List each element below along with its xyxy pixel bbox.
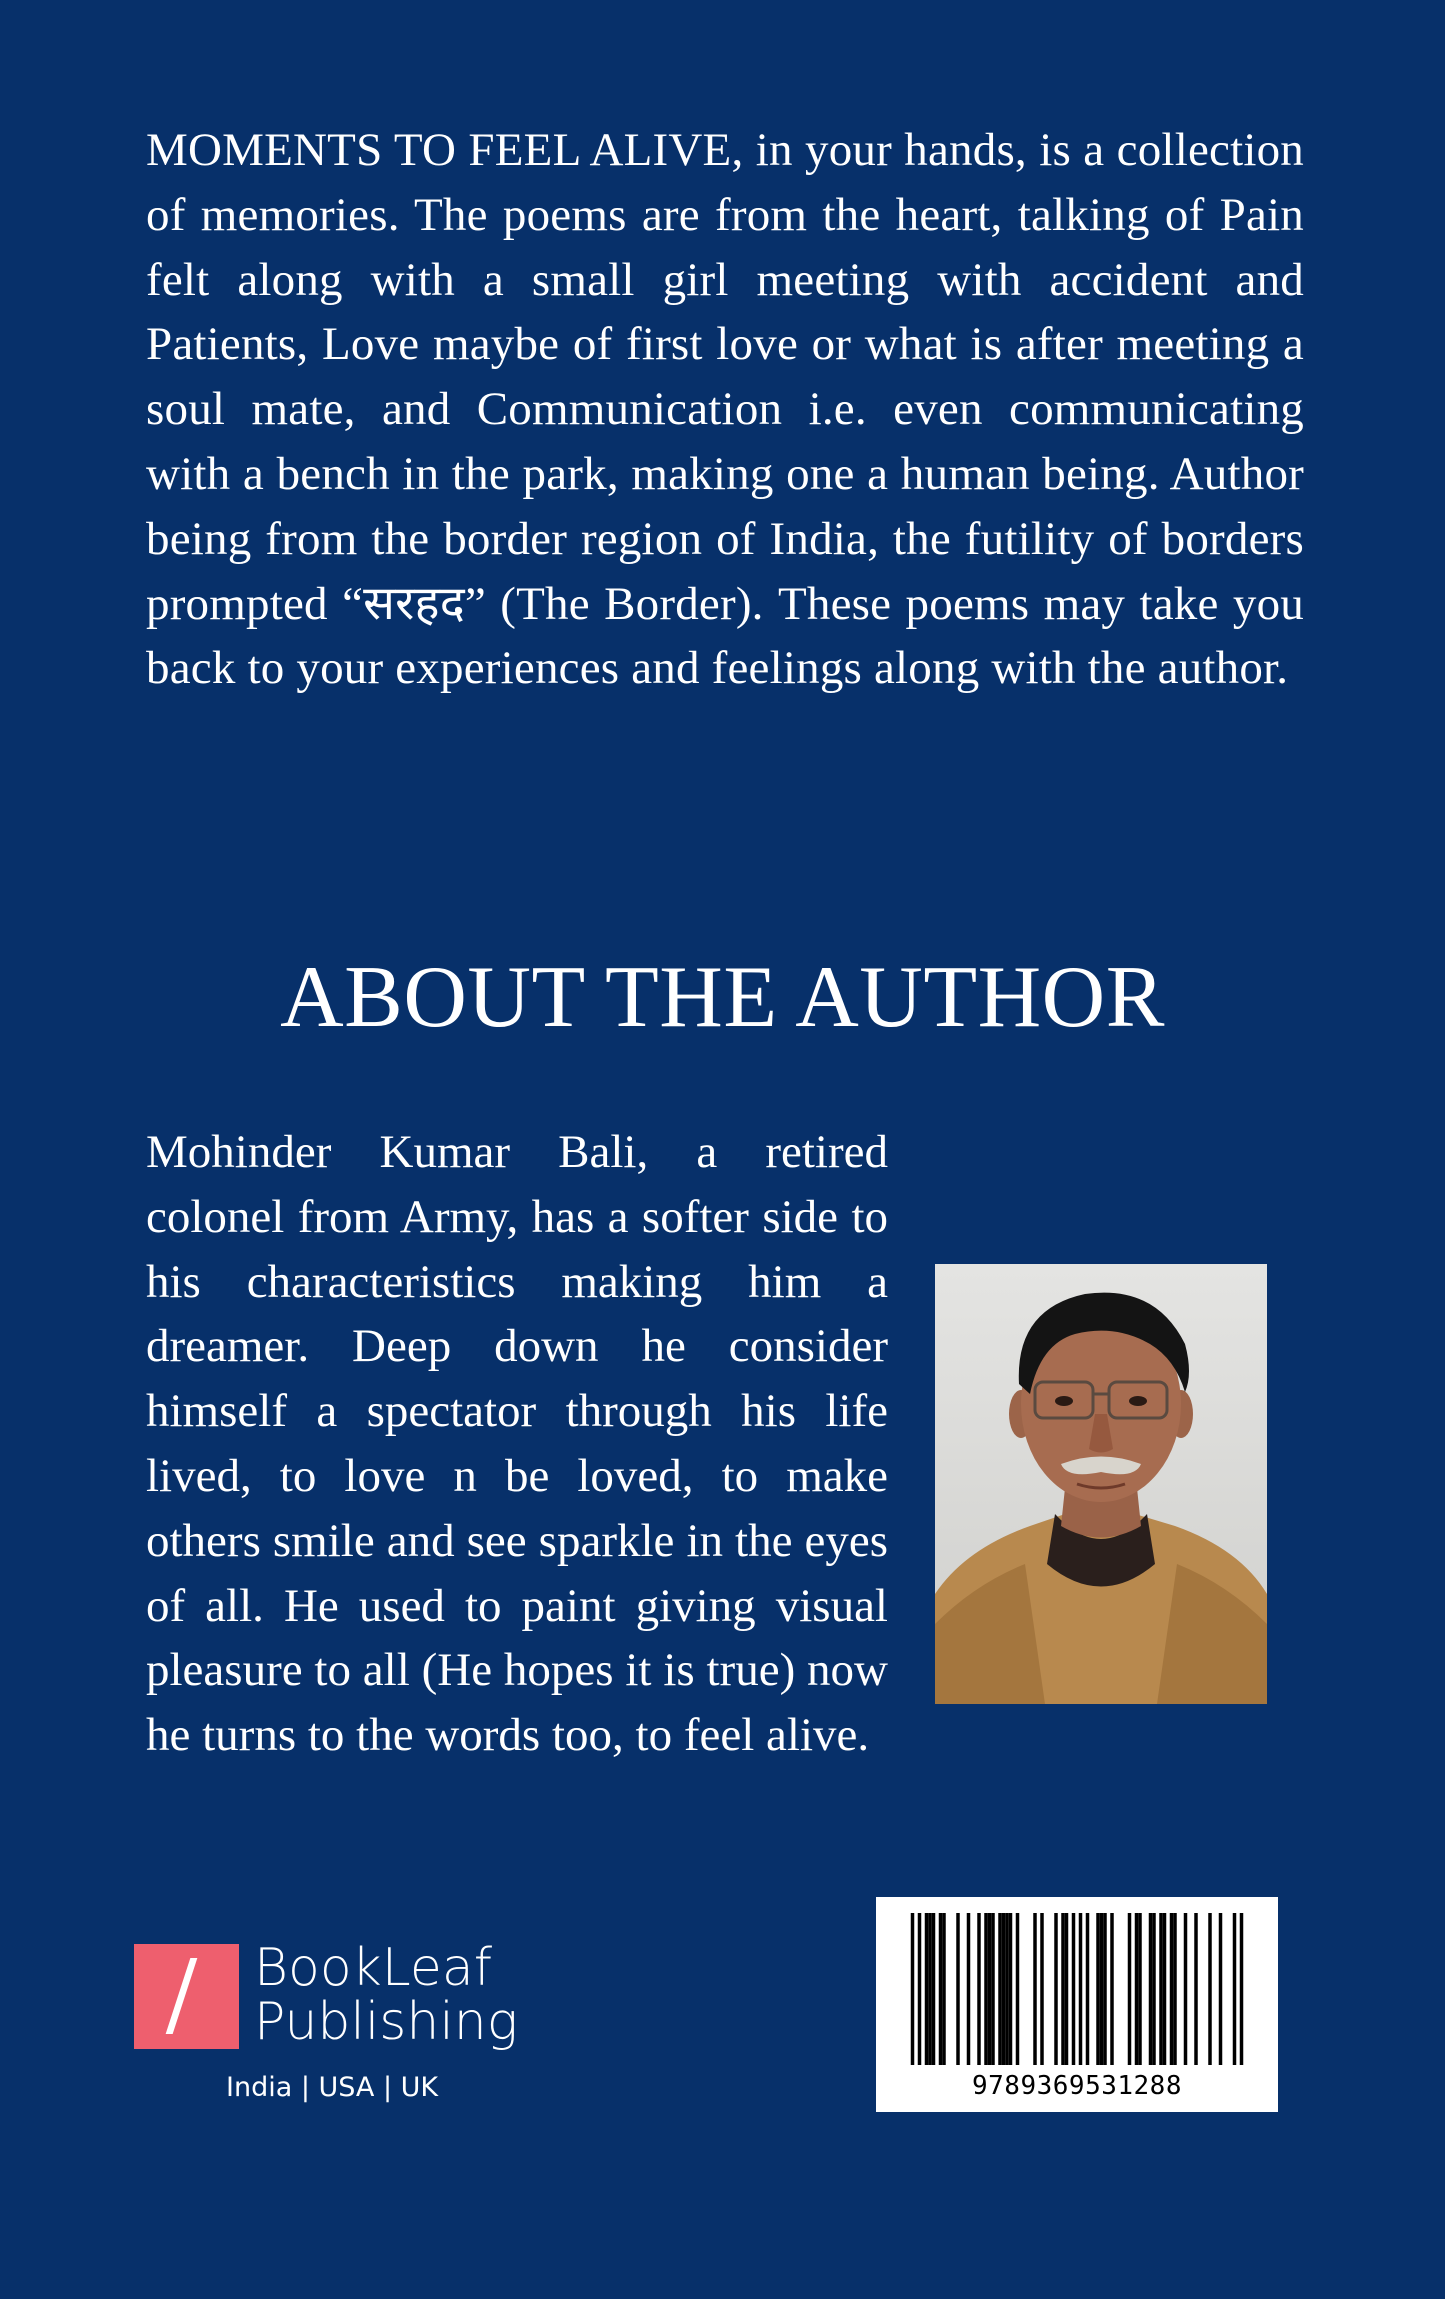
barcode-bar: [998, 1913, 1002, 2065]
publisher-name-line2: Publishing: [254, 1992, 518, 2052]
barcode-bar: [1159, 1913, 1163, 2065]
barcode-bar: [1173, 1913, 1177, 2065]
barcode-bar: [991, 1913, 995, 2065]
barcode-bar: [1002, 1913, 1006, 2065]
barcode-bar: [1110, 1913, 1114, 2065]
about-author-heading: ABOUT THE AUTHOR: [280, 949, 1165, 1046]
barcode-bar: [1240, 1913, 1244, 2065]
publisher-regions: India | USA | UK: [226, 2072, 439, 2103]
barcode-bar: [1149, 1913, 1153, 2065]
barcode-bar: [918, 1913, 922, 2065]
barcode-bar: [928, 1913, 932, 2065]
barcode-bar: [1138, 1913, 1142, 2065]
barcode-bar: [1054, 1913, 1058, 2065]
barcode-bar: [1009, 1913, 1013, 2065]
book-blurb: MOMENTS TO FEEL ALIVE, in your hands, is a collection of memories. The poems are from the heart, talking of Pain felt along with a small girl meeting with accident and Patients, Love maybe of first love or what is after meeting a soul mate, and Communication i.e. even communicating with a bench in the park, making one a human being. Author being from the border region of India, the futility of borders prompted “सरहद” (The Border). These poems may take you back to your experiences and feelings along with the author.: [146, 124, 1304, 695]
barcode-bar: [1184, 1913, 1188, 2065]
author-bio: Mohinder Kumar Bali, a retired colonel from Army, has a softer side to his characteristics making him a dreamer. Deep down he consider himself a spectator through his life lived, to love n be loved, to make others smile and see sparkle in the eyes of all. He used to paint giving visual pleasure to all (He hopes it is true) now he turns to the words too, to feel alive.: [146, 1126, 888, 1762]
barcode-bar: [932, 1913, 936, 2065]
publisher-logo: [134, 1938, 534, 2104]
barcode-bar: [1096, 1913, 1100, 2065]
bookleaf-logo-icon: [134, 1944, 239, 2049]
barcode-bar: [1163, 1913, 1167, 2065]
barcode-bar: [942, 1913, 946, 2065]
barcode-bar: [1079, 1913, 1083, 2065]
publisher-name-line1: BookLeaf: [254, 1938, 493, 1998]
barcode-bar: [925, 1913, 929, 2065]
barcode-bar: [1040, 1913, 1044, 2065]
barcode-bar: [1065, 1913, 1069, 2065]
barcode-bar: [939, 1913, 943, 2065]
isbn-barcode: [876, 1897, 1278, 2112]
barcode-bar: [1061, 1913, 1065, 2065]
barcode-bar: [1103, 1913, 1107, 2065]
barcode-bar: [967, 1913, 971, 2065]
barcode-bar: [956, 1913, 960, 2065]
barcode-bar: [1128, 1913, 1132, 2065]
barcode-bar: [1033, 1913, 1037, 2065]
barcode-bar: [984, 1913, 988, 2065]
isbn-number: 9789369531288: [972, 2071, 1182, 2101]
barcode-bar: [1219, 1913, 1223, 2065]
barcode-bar: [1194, 1913, 1198, 2065]
barcode-bar: [911, 1913, 915, 2065]
barcode-bar: [1100, 1913, 1104, 2065]
barcode-bar: [1135, 1913, 1139, 2065]
barcode-bar: [1208, 1913, 1212, 2065]
barcode-bar: [1005, 1913, 1009, 2065]
barcode-bar: [1152, 1913, 1156, 2065]
barcode-bar: [1086, 1913, 1090, 2065]
barcode-bar: [1233, 1913, 1237, 2065]
barcode-bar: [1170, 1913, 1174, 2065]
author-photo: [935, 1264, 1267, 1704]
barcode-bar: [977, 1913, 981, 2065]
barcode-bar: [1016, 1913, 1020, 2065]
barcode-bar: [988, 1913, 992, 2065]
barcode-bar: [1072, 1913, 1076, 2065]
